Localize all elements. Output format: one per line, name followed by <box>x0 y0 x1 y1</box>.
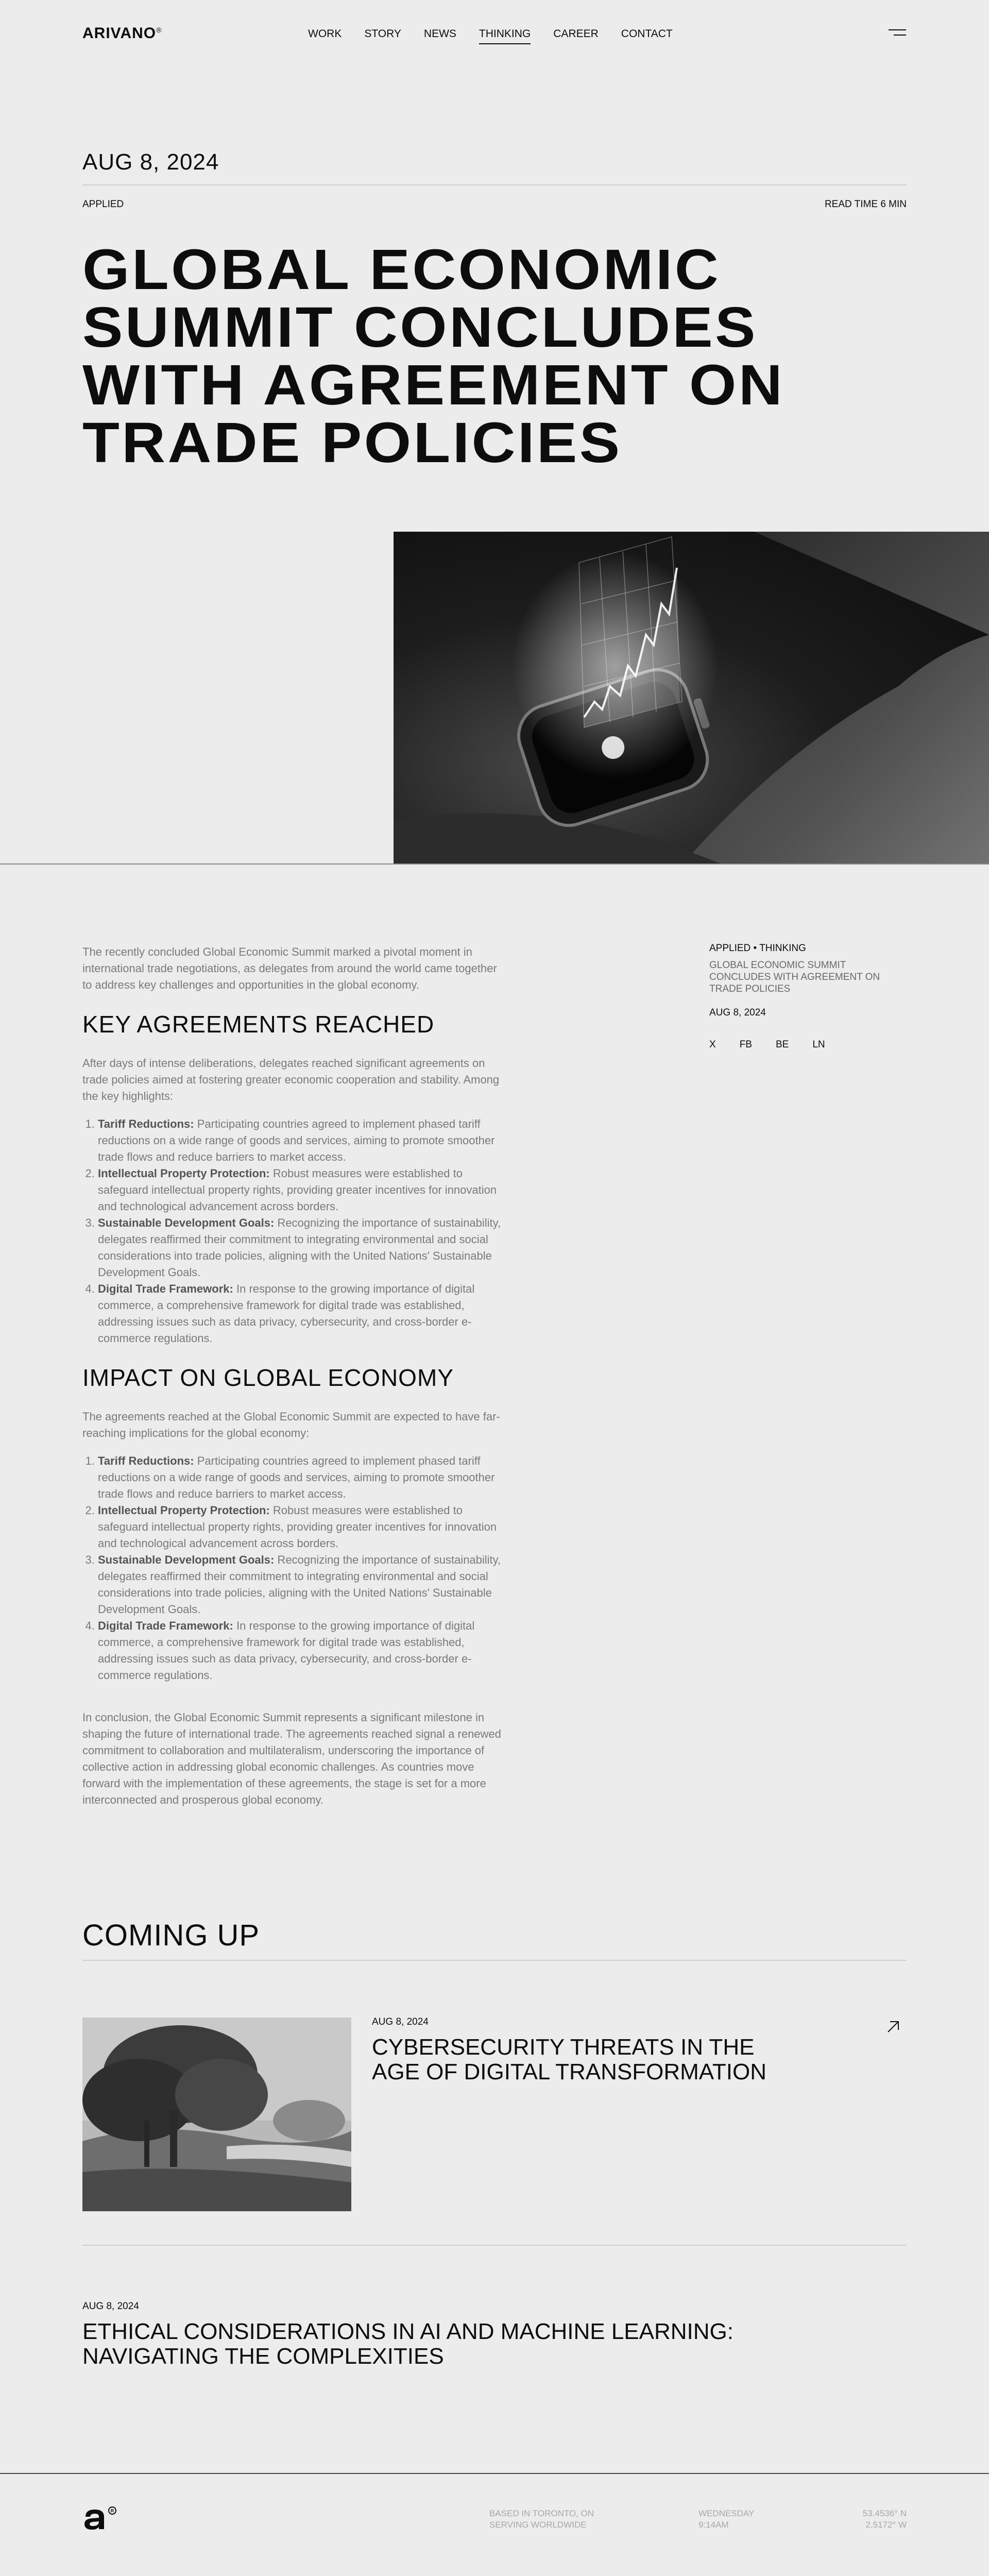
list-item-text: Robust measures were established to safeguard intellectual property rights, providing greater incentives for innovation and technological advancement across borders. <box>98 1504 497 1550</box>
list-item-label: Sustainable Development Goals: <box>98 1553 275 1566</box>
card-divider <box>82 2245 907 2246</box>
article-title <box>82 238 909 474</box>
nav-link-work[interactable]: WORK <box>308 28 342 40</box>
hero-date: AUG 8, 2024 <box>82 149 219 175</box>
card-date: AUG 8, 2024 <box>372 2016 429 2027</box>
article-intro: The recently concluded Global Economic Summit marked a pivotal moment in international trade negotiations, as delegates from around the world came together to address key challenges and opportunities in the global economy. <box>82 945 497 991</box>
menu-icon[interactable] <box>889 29 906 37</box>
card-title-link[interactable]: ETHICAL CONSIDERATIONS IN AI AND MACHINE LEARNING: NAVIGATING THE COMPLEXITIES <box>82 2319 734 2369</box>
hero-image-smartwatch-chart <box>394 532 989 865</box>
location-info <box>489 2508 594 2531</box>
clock-time: 9:14AM <box>698 2520 729 2530</box>
longitude: 2.5172° W <box>865 2520 907 2530</box>
list-item <box>98 1453 505 1502</box>
list-item <box>98 1618 505 1684</box>
title-line: GLOBAL ECONOMIC <box>82 238 721 301</box>
list-item-label: Intellectual Property Protection: <box>98 1504 270 1517</box>
list-item <box>98 1215 505 1281</box>
card-title-link[interactable]: CYBERSECURITY THREATS IN THE AGE OF DIGITAL TRANSFORMATION <box>372 2035 766 2084</box>
nav-link-thinking[interactable]: THINKING <box>479 28 531 44</box>
list-item-label: Sustainable Development Goals: <box>98 1216 275 1229</box>
list-item-label: Intellectual Property Protection: <box>98 1167 270 1180</box>
hero-divider <box>82 184 907 185</box>
location-line: SERVING WORLDWIDE <box>489 2520 587 2530</box>
list-item <box>98 1552 505 1618</box>
sidebar-category[interactable]: APPLIED • THINKING <box>709 943 806 954</box>
list-item-label: Tariff Reductions: <box>98 1117 194 1130</box>
weekday: WEDNESDAY <box>698 2509 755 2518</box>
coming-up-divider <box>82 1960 907 1961</box>
sidebar-title: GLOBAL ECONOMIC SUMMIT CONCLUDES WITH AGREEMENT ON TRADE POLICIES <box>709 960 880 994</box>
list-item-text: In response to the growing importance of digital commerce, a comprehensive framework for digital trade was established, addressing issues such as data privacy, cybersecurity, and cross-border e-commerce regulations. <box>98 1282 475 1345</box>
article-body <box>82 944 505 1808</box>
share-facebook-link[interactable]: FB <box>739 1039 752 1050</box>
list-item <box>98 1116 505 1165</box>
footer-divider <box>0 2473 989 2474</box>
landscape-painting <box>82 2018 351 2211</box>
share-x-link[interactable]: X <box>709 1039 716 1050</box>
title-line: WITH AGREEMENT ON <box>82 353 785 417</box>
list-item <box>98 1165 505 1215</box>
list-item-text: In response to the growing importance of digital commerce, a comprehensive framework for digital trade was established, addressing issues such as data privacy, cybersecurity, and cross-border e-commerce regulations. <box>98 1619 475 1682</box>
footer-logo-icon[interactable] <box>82 2505 118 2531</box>
nav-link-career[interactable]: CAREER <box>553 28 599 40</box>
local-time <box>698 2508 754 2531</box>
main-menu <box>308 28 673 44</box>
nav-link-news[interactable]: NEWS <box>423 28 456 40</box>
brand-logo-text: ARIVANO <box>82 25 157 42</box>
share-links <box>709 1039 905 1050</box>
latitude: 53.4536° N <box>862 2509 907 2518</box>
nav-link-story[interactable]: STORY <box>364 28 401 40</box>
list-item-label: Tariff Reductions: <box>98 1454 194 1467</box>
list-item-text: Participating countries agreed to implement phased tariff reductions on a wide range of goods and services, aiming to promote smoother trade flows and reduce barriers to market access. <box>98 1117 495 1163</box>
arrow-up-right-icon[interactable] <box>885 2019 901 2035</box>
agreements-list <box>98 1116 505 1347</box>
list-item-label: Digital Trade Framework: <box>98 1282 233 1295</box>
article-thumbnail-landscape[interactable] <box>82 2018 351 2211</box>
article-conclusion: In conclusion, the Global Economic Summit represents a significant milestone in shaping the future of international trade. The agreements reached signal a renewed commitment to collaboration and multilateralism, underscoring the importance of collective action in addressing global economic challenges. As countries move forward with the implementation of these agreements, the stage is set for a more interconnected and prosperous global economy. <box>82 1711 501 1806</box>
sidebar-date: AUG 8, 2024 <box>709 1007 766 1018</box>
section-intro: After days of intense deliberations, delegates reached significant agreements on trade policies aimed at fostering greater economic cooperation and stability. Among the key highlights: <box>82 1057 500 1103</box>
read-time: READ TIME 6 MIN <box>824 199 907 210</box>
share-linkedin-link[interactable]: LN <box>812 1039 825 1050</box>
list-item-text: Participating countries agreed to implement phased tariff reductions on a wide range of goods and services, aiming to promote smoother trade flows and reduce barriers to market access. <box>98 1454 495 1500</box>
brand-logo-mark: ® <box>156 26 162 34</box>
section-divider <box>0 863 989 865</box>
coordinates <box>863 2508 907 2531</box>
card-date: AUG 8, 2024 <box>82 2301 139 2312</box>
svg-text:R: R <box>110 2508 114 2514</box>
list-item-text: Robust measures were established to safeguard intellectual property rights, providing greater incentives for innovation and technological advancement across borders. <box>98 1167 497 1213</box>
list-item <box>98 1502 505 1552</box>
brand-logo[interactable] <box>82 25 162 42</box>
impact-list <box>98 1453 505 1684</box>
list-item <box>98 1281 505 1347</box>
article-sidebar <box>709 943 905 1050</box>
list-item-text: Recognizing the importance of sustainability, delegates reaffirmed their commitment to integrating environmental and social considerations into trade policies, aligning with the United Nations' Sustainable Development Goals. <box>98 1216 501 1279</box>
list-item-text: Recognizing the importance of sustainability, delegates reaffirmed their commitment to integrating environmental and social considerations into trade policies, aligning with the United Nations' Sustainable Development Goals. <box>98 1553 501 1616</box>
section-intro: The agreements reached at the Global Economic Summit are expected to have far-reaching implications for the global economy: <box>82 1410 500 1439</box>
coming-up-heading: COMING UP <box>82 1919 260 1952</box>
hero-category[interactable]: APPLIED <box>82 199 124 210</box>
section-heading: KEY AGREEMENTS REACHED <box>82 1011 435 1038</box>
nav-link-contact[interactable]: CONTACT <box>621 28 673 40</box>
share-behance-link[interactable]: BE <box>775 1039 789 1050</box>
list-item-label: Digital Trade Framework: <box>98 1619 233 1632</box>
section-heading: IMPACT ON GLOBAL ECONOMY <box>82 1364 454 1391</box>
title-line: SUMMIT CONCLUDES <box>82 296 758 359</box>
title-line: TRADE POLICIES <box>82 411 622 474</box>
top-nav <box>0 0 989 67</box>
location-line: BASED IN TORONTO, ON <box>489 2509 594 2518</box>
smartwatch-illustration <box>394 532 989 865</box>
